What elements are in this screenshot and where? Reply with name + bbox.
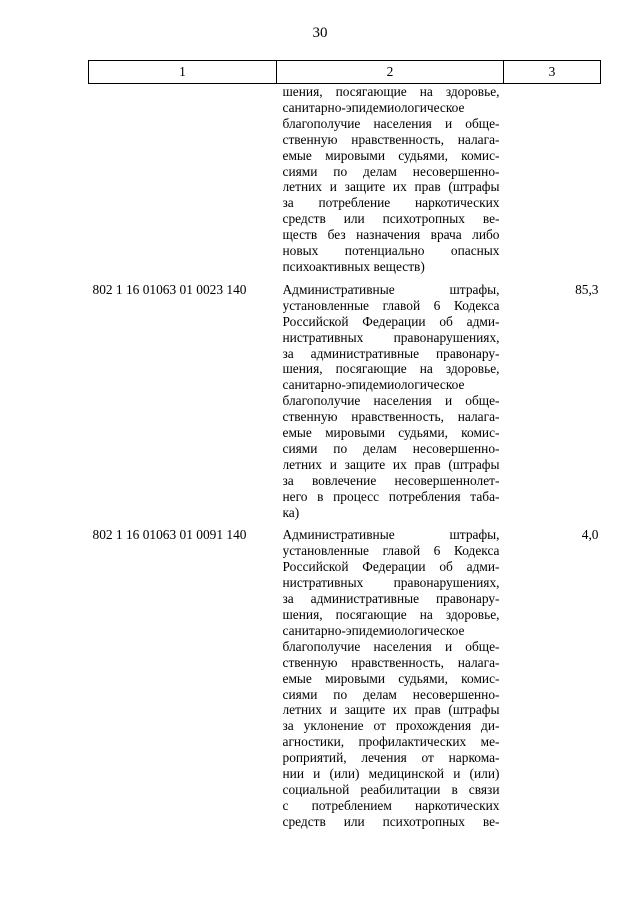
description-line: новых потенциально опасных xyxy=(282,243,500,259)
amount-cell xyxy=(504,84,601,275)
description-line: за административные правонару- xyxy=(282,345,500,361)
description-line: ществ без назначения врача либо xyxy=(282,227,500,243)
description-line: сиями по делам несовершенно- xyxy=(282,163,500,179)
revenue-code-cell: 802 1 16 01063 01 0023 140 xyxy=(92,281,247,297)
row-spacer xyxy=(89,275,601,282)
description-line: Административные штрафы, xyxy=(282,527,500,543)
description-line: психоактивных веществ) xyxy=(282,258,425,274)
revenue-code-cell: 802 1 16 01063 01 0091 140 xyxy=(92,527,247,543)
description-line: ственную нравственность, налага- xyxy=(282,654,500,670)
amount-cell: 4,0 xyxy=(581,527,599,543)
description-line: ственную нравственность, налага- xyxy=(282,131,500,147)
description-line: благополучие населения и обще- xyxy=(282,115,500,131)
description-line: шения, посягающие на здоровье, xyxy=(282,84,500,99)
description-line: Российской Федерации об адми- xyxy=(282,313,500,329)
description-line: летних и защите их прав (штрафы xyxy=(282,702,500,718)
description-line: благополучие населения и обще- xyxy=(282,638,500,654)
amount-cell: 85,3 xyxy=(575,281,599,297)
description-line: установленные главой 6 Кодекса xyxy=(282,297,500,313)
table-header xyxy=(89,61,601,84)
description-line: за административные правонару- xyxy=(282,591,500,607)
description-line: санитарно-эпидемиологическое xyxy=(282,622,465,638)
description-line: Административные штрафы, xyxy=(282,281,500,297)
description-line: летних и защите их прав (штрафы xyxy=(282,456,500,472)
table-body xyxy=(89,84,601,830)
column-header-3: 3 xyxy=(504,61,601,84)
description-line: средств или психотропных ве- xyxy=(282,211,500,227)
description-line: социальной реабилитации в связи xyxy=(282,781,500,797)
page-number: 30 xyxy=(312,25,328,41)
description-line: сиями по делам несовершенно- xyxy=(282,440,500,456)
description-cell xyxy=(277,282,504,521)
description-line: благополучие населения и обще- xyxy=(282,393,500,409)
description-line: установленные главой 6 Кодекса xyxy=(282,543,500,559)
description-line: агностики, профилактических ме- xyxy=(282,734,500,750)
budget-table xyxy=(88,60,601,830)
description-line: нистративных правонарушениях, xyxy=(282,329,500,345)
description-cell xyxy=(277,84,504,275)
row-spacer xyxy=(89,520,601,527)
table-row xyxy=(89,84,601,275)
description-line: за вовлечение несовершеннолет- xyxy=(282,472,500,488)
row-spacer-cell xyxy=(89,275,601,282)
description-line: него в процесс потребления таба- xyxy=(282,488,500,504)
description-line: емые мировыми судьями, комис- xyxy=(282,670,500,686)
description-line: за уклонение от прохождения ди- xyxy=(282,718,500,734)
description-line: Российской Федерации об адми- xyxy=(282,559,500,575)
table-row xyxy=(89,282,601,521)
description-cell xyxy=(277,527,504,829)
revenue-code-cell xyxy=(89,84,277,275)
description-line: шения, посягающие на здоровье, xyxy=(282,607,500,622)
header-row xyxy=(89,61,601,84)
description-line: роприятий, лечения от наркома- xyxy=(282,750,500,766)
description-line: ственную нравственность, налага- xyxy=(282,409,500,425)
row-spacer-cell xyxy=(89,520,601,527)
description-line: санитарно-эпидемиологическое xyxy=(282,99,465,115)
description-line: шения, посягающие на здоровье, xyxy=(282,361,500,377)
description-line: санитарно-эпидемиологическое xyxy=(282,377,465,393)
description-line: емые мировыми судьями, комис- xyxy=(282,147,500,163)
description-line: нистративных правонарушениях, xyxy=(282,575,500,591)
description-line: с потреблением наркотических xyxy=(282,797,500,813)
description-line: летних и защите их прав (штрафы xyxy=(282,179,500,195)
description-line: сиями по делам несовершенно- xyxy=(282,686,500,702)
table-row xyxy=(89,527,601,829)
description-line: емые мировыми судьями, комис- xyxy=(282,425,500,441)
description-line: нии и (или) медицинской и (или) xyxy=(282,766,500,782)
description-line: средств или психотропных ве- xyxy=(282,813,500,829)
description-line: ка) xyxy=(282,504,300,520)
description-line: за потребление наркотических xyxy=(282,195,500,211)
column-header-2: 2 xyxy=(277,61,504,84)
column-header-1: 1 xyxy=(89,61,277,84)
